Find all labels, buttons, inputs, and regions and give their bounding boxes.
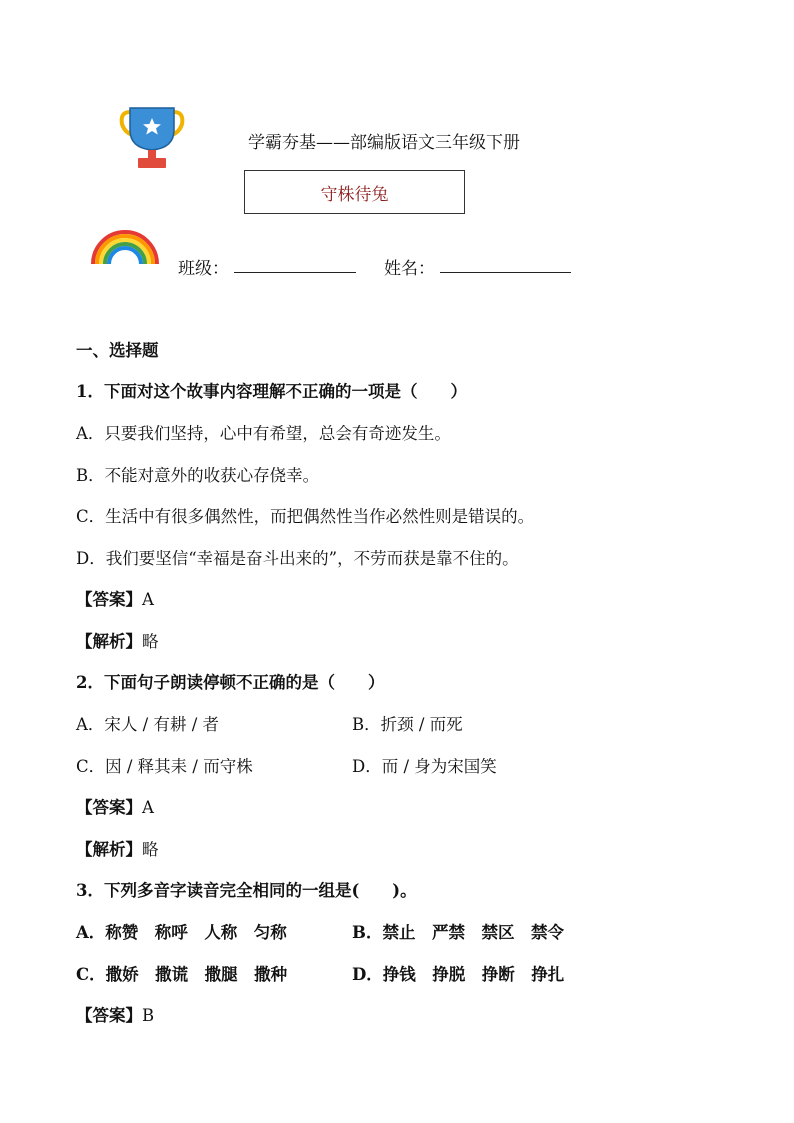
- question-2-option-a: A．宋人 / 有耕 / 者: [76, 715, 220, 734]
- analysis-label: 【解析】: [76, 632, 142, 651]
- question-1-option-a: A．只要我们坚持，心中有希望，总会有奇迹发生。: [76, 424, 451, 443]
- question-3-option-c: C．撒娇 撒谎 撒腿 撒种: [76, 965, 288, 984]
- question-2-option-d: D．而 / 身为宋国笑: [352, 757, 497, 776]
- name-label: 姓名：: [384, 259, 435, 279]
- question-1-option-d: D．我们要坚信“幸福是奋斗出来的”，不劳而获是靠不住的。: [76, 549, 519, 568]
- document-title: 学霸夯基——部编版语文三年级下册: [248, 133, 520, 153]
- question-3-option-a: A．称赞 称呼 人称 匀称: [76, 923, 287, 942]
- question-1-analysis: [76, 628, 159, 652]
- section-heading: 一、选择题: [76, 341, 159, 360]
- question-2-analysis: [76, 836, 159, 860]
- lesson-title-box: [244, 170, 465, 214]
- question-3-option-b: B．禁止 严禁 禁区 禁令: [352, 923, 564, 942]
- trophy-icon: [118, 104, 186, 170]
- question-2-option-b: B．折颈 / 而死: [352, 715, 463, 734]
- question-1-option-b: B．不能对意外的收获心存侥幸。: [76, 466, 320, 485]
- question-3-answer: [76, 1002, 154, 1026]
- analysis-value: 略: [142, 840, 159, 859]
- answer-value: A: [142, 798, 154, 817]
- answer-value: A: [142, 590, 154, 609]
- question-3-option-d: D．挣钱 挣脱 挣断 挣扎: [352, 965, 565, 984]
- rainbow-icon: [89, 226, 161, 266]
- question-1-option-c: C．生活中有很多偶然性，而把偶然性当作必然性则是错误的。: [76, 507, 535, 526]
- analysis-label: 【解析】: [76, 840, 142, 859]
- analysis-value: 略: [142, 632, 159, 651]
- name-input-line[interactable]: [440, 272, 571, 273]
- answer-label: 【答案】: [76, 590, 142, 609]
- question-2-option-c: C．因 / 释其耒 / 而守株: [76, 757, 253, 776]
- class-label: 班级：: [178, 259, 229, 279]
- answer-label: 【答案】: [76, 798, 142, 817]
- question-2-answer: [76, 794, 154, 818]
- answer-label: 【答案】: [76, 1006, 142, 1025]
- question-1-stem: 1．下面对这个故事内容理解不正确的一项是（ ）: [76, 382, 467, 401]
- question-2-stem: 2．下面句子朗读停顿不正确的是（ ）: [76, 673, 385, 692]
- lesson-title: 守株待兔: [320, 184, 389, 205]
- answer-value: B: [142, 1006, 155, 1025]
- question-1-answer: [76, 586, 154, 610]
- class-input-line[interactable]: [234, 272, 356, 273]
- question-3-stem: 3．下列多音字读音完全相同的一组是( )。: [76, 881, 417, 900]
